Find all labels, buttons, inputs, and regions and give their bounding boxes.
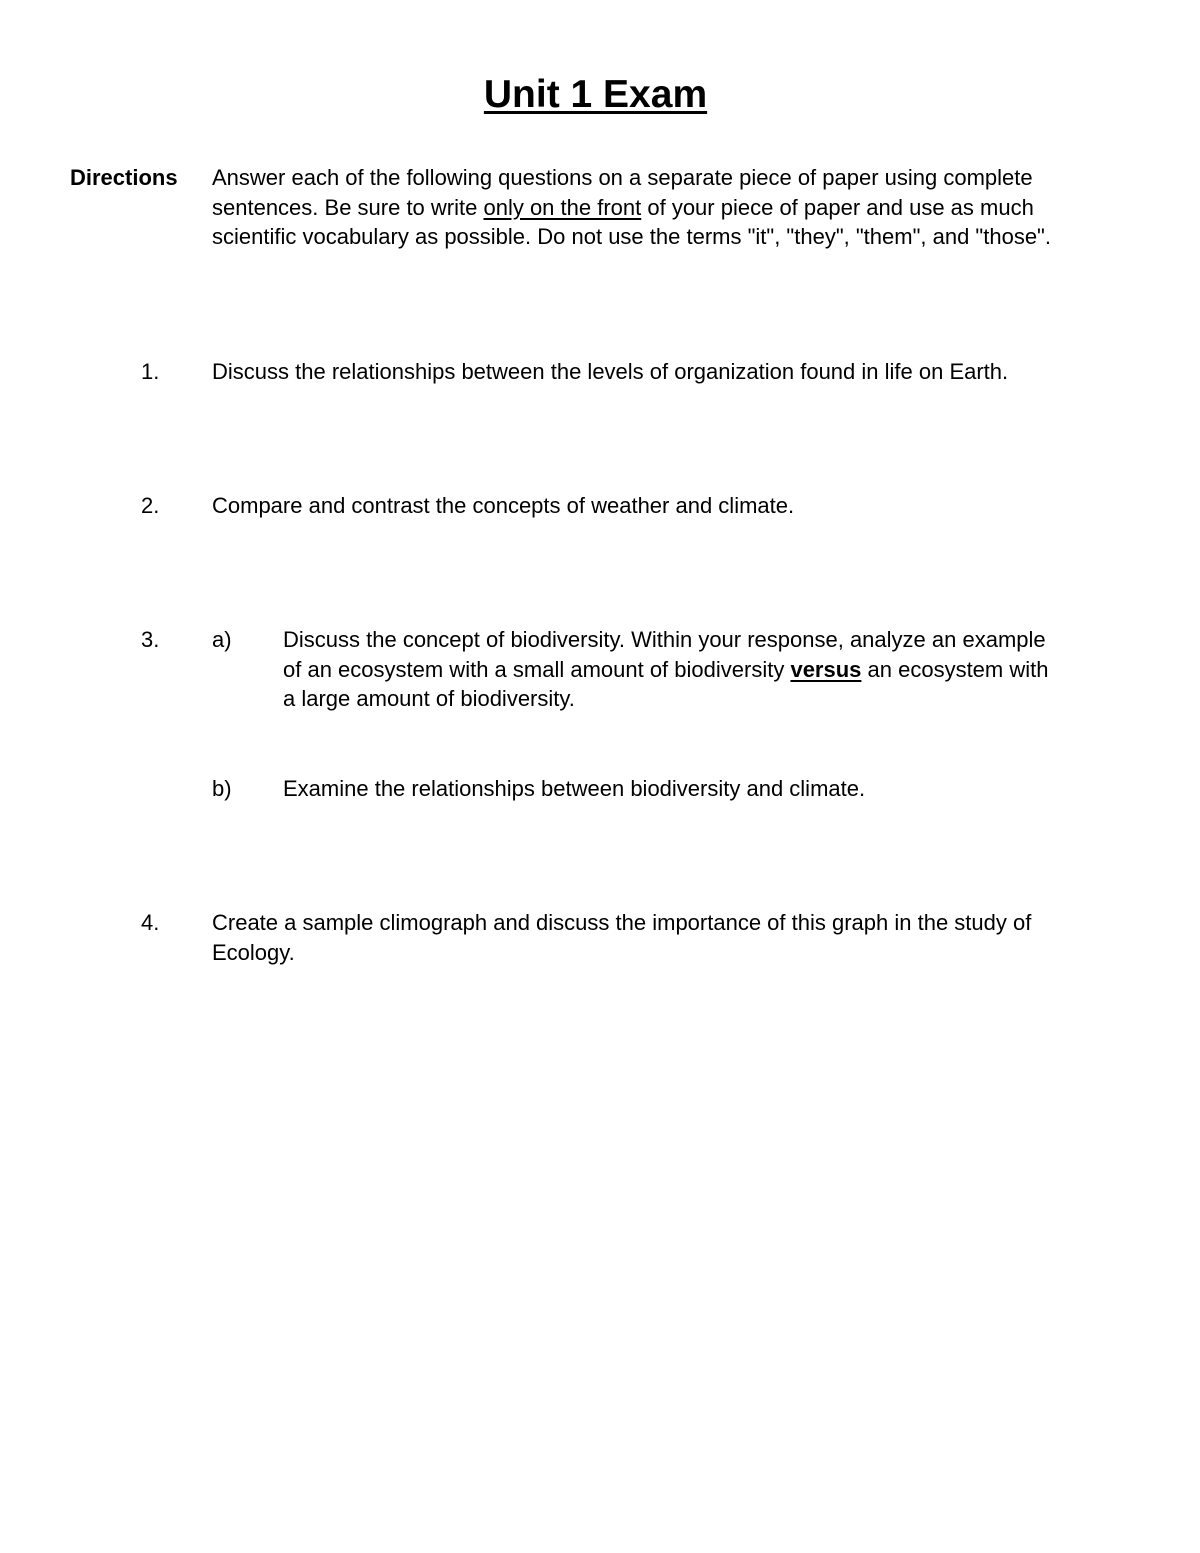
directions-emphasis: only on the front [483,194,642,220]
question-3a-text [283,625,1048,714]
question-3a-label: a) [212,627,232,652]
directions-line-3: scientific vocabulary as possible. Do not use the terms "it", "they", "them", and "those". [212,224,1051,249]
question-1-text [212,357,1008,387]
question-4-text [212,908,1031,967]
directions-line-2 [212,193,1112,223]
question-2-line: Compare and contrast the concepts of weather and climate. [212,493,795,518]
question-3b-label: b) [212,776,232,801]
question-1-line: Discuss the relationships between the levels of organization found in life on Earth. [212,359,1009,384]
question-3a-line-2-end: an ecosystem with [861,656,1049,682]
page-title: Unit 1 Exam [483,73,708,116]
question-3a-line-2-start: of an ecosystem with a small amount of biodiversity [283,656,791,682]
question-3a-line-3: a large amount of biodiversity. [283,686,575,711]
question-3b-line: Examine the relationships between biodiversity and climate. [283,776,866,801]
question-4-line-1: Create a sample climograph and discuss the importance of this graph in the study of [212,910,1032,935]
question-4-number: 4. [141,910,160,935]
question-2-text [212,491,794,521]
directions-text [212,163,1112,252]
question-3a-line-2 [283,655,1048,685]
question-3a-emphasis: versus [790,656,862,682]
directions-line-2-end: of your piece of paper and use as much [641,194,1034,220]
question-4-line-2: Ecology. [212,939,295,965]
question-3-number: 3. [141,627,160,652]
directions-line-2-start: sentences. Be sure to write [212,194,484,220]
question-1-number: 1. [141,359,160,384]
question-3b-text [283,774,865,804]
directions-line-1: Answer each of the following questions on a separate piece of paper using complete [212,165,1033,190]
directions-label: Directions [70,165,178,190]
question-2-number: 2. [141,493,160,518]
question-3a-line-1: Discuss the concept of biodiversity. Within your response, analyze an example [283,627,1046,652]
